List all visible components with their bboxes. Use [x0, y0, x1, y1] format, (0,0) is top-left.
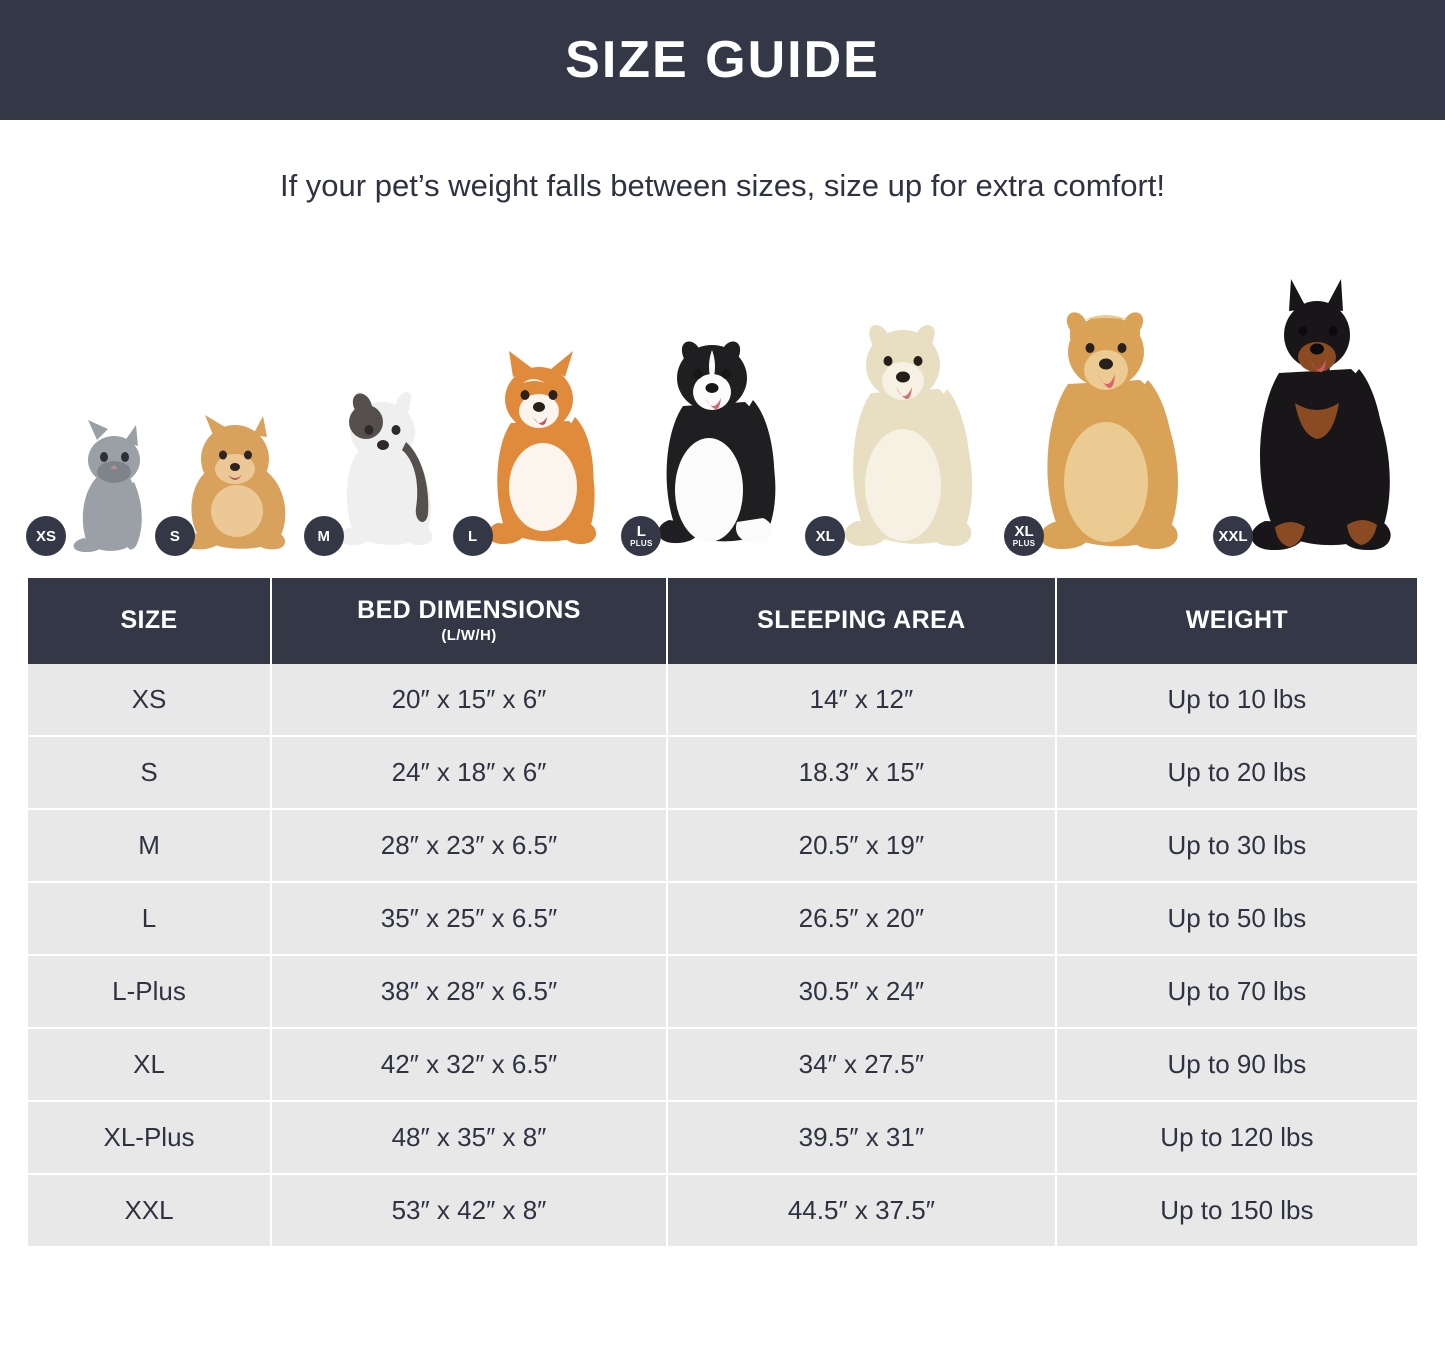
cell-size: XS: [28, 664, 271, 736]
size-badge-xl: XL: [805, 516, 845, 556]
size-badge-s: S: [155, 516, 195, 556]
size-badge-xs: XS: [26, 516, 66, 556]
cell-dimensions: 24″ x 18″ x 6″: [271, 736, 667, 809]
dog-icon: [635, 322, 800, 562]
cell-dimensions: 38″ x 28″ x 6.5″: [271, 955, 667, 1028]
cell-sleeping-area: 18.3″ x 15″: [667, 736, 1056, 809]
cell-dimensions: 53″ x 42″ x 8″: [271, 1174, 667, 1246]
dog-icon: [1227, 277, 1417, 562]
cell-sleeping-area: 14″ x 12″: [667, 664, 1056, 736]
cell-size: XL: [28, 1028, 271, 1101]
size-table: [28, 578, 1417, 1246]
cell-dimensions: 28″ x 23″ x 6.5″: [271, 809, 667, 882]
table-header-row: [28, 578, 1417, 664]
column-header-weight-label: WEIGHT: [1185, 605, 1289, 634]
pet-cell-xs: [35, 232, 150, 562]
cell-size: M: [28, 809, 271, 882]
size-badge-m: M: [304, 516, 344, 556]
page-title: SIZE GUIDE: [565, 31, 880, 89]
table-row: [28, 955, 1417, 1028]
pet-cell-l: [467, 232, 617, 562]
table-row: [28, 809, 1417, 882]
pet-cell-s: [169, 232, 299, 562]
cell-sleeping-area: 30.5″ x 24″: [667, 955, 1056, 1028]
cell-sleeping-area: 39.5″ x 31″: [667, 1101, 1056, 1174]
cell-dimensions: 20″ x 15″ x 6″: [271, 664, 667, 736]
cell-sleeping-area: 20.5″ x 19″: [667, 809, 1056, 882]
cell-dimensions: 48″ x 35″ x 8″: [271, 1101, 667, 1174]
cell-weight: Up to 20 lbs: [1056, 736, 1417, 809]
subtitle-section: [0, 120, 1445, 214]
pet-cell-xl: [815, 232, 999, 562]
table-row: [28, 664, 1417, 736]
cell-dimensions: 35″ x 25″ x 6.5″: [271, 882, 667, 955]
column-header-size-label: SIZE: [120, 605, 178, 634]
dog-icon: [1018, 292, 1208, 562]
header-bar: [0, 0, 1445, 120]
cell-size: XL-Plus: [28, 1101, 271, 1174]
cell-weight: Up to 50 lbs: [1056, 882, 1417, 955]
subtitle-text: If your pet’s weight falls between sizes, size up for extra comfort!: [279, 168, 1166, 203]
cell-weight: Up to 70 lbs: [1056, 955, 1417, 1028]
column-header-size: [28, 578, 271, 664]
dog-icon: [819, 307, 999, 562]
cell-size: L: [28, 882, 271, 955]
cell-sleeping-area: 44.5″ x 37.5″: [667, 1174, 1056, 1246]
pet-cell-m: [318, 232, 448, 562]
pet-cell-xxl: [1218, 232, 1417, 562]
table-row: [28, 1174, 1417, 1246]
size-badge-l-plus: L PLUS: [621, 516, 661, 556]
table-header: [28, 578, 1417, 664]
cell-size: XXL: [28, 1174, 271, 1246]
size-badge-l: L: [453, 516, 493, 556]
table-row: [28, 882, 1417, 955]
table-row: [28, 1028, 1417, 1101]
table-row: [28, 1101, 1417, 1174]
pet-cell-l-plus: [630, 232, 800, 562]
size-badge-xxl: XXL: [1213, 516, 1253, 556]
table-row: [28, 736, 1417, 809]
cell-size: L-Plus: [28, 955, 271, 1028]
column-header-bed-dimensions-label: BED DIMENSIONS: [357, 596, 581, 624]
cell-sleeping-area: 34″ x 27.5″: [667, 1028, 1056, 1101]
size-badge-xl-plus: XL PLUS: [1004, 516, 1044, 556]
column-header-bed-dimensions-sub: (L/W/H): [441, 627, 497, 644]
cell-weight: Up to 10 lbs: [1056, 664, 1417, 736]
column-header-weight: [1056, 578, 1417, 664]
pet-cell-xl-plus: [1012, 232, 1208, 562]
column-header-bed-dimensions: [271, 578, 667, 664]
table-body: [28, 664, 1417, 1246]
column-header-sleeping-area: [667, 578, 1056, 664]
cell-weight: Up to 90 lbs: [1056, 1028, 1417, 1101]
size-table-section: [0, 562, 1445, 1270]
pet-size-illustration-row: [0, 232, 1445, 562]
cell-weight: Up to 150 lbs: [1056, 1174, 1417, 1246]
cell-sleeping-area: 26.5″ x 20″: [667, 882, 1056, 955]
cell-dimensions: 42″ x 32″ x 6.5″: [271, 1028, 667, 1101]
cell-weight: Up to 120 lbs: [1056, 1101, 1417, 1174]
column-header-sleeping-area-label: SLEEPING AREA: [757, 605, 966, 634]
cell-size: S: [28, 736, 271, 809]
cell-weight: Up to 30 lbs: [1056, 809, 1417, 882]
